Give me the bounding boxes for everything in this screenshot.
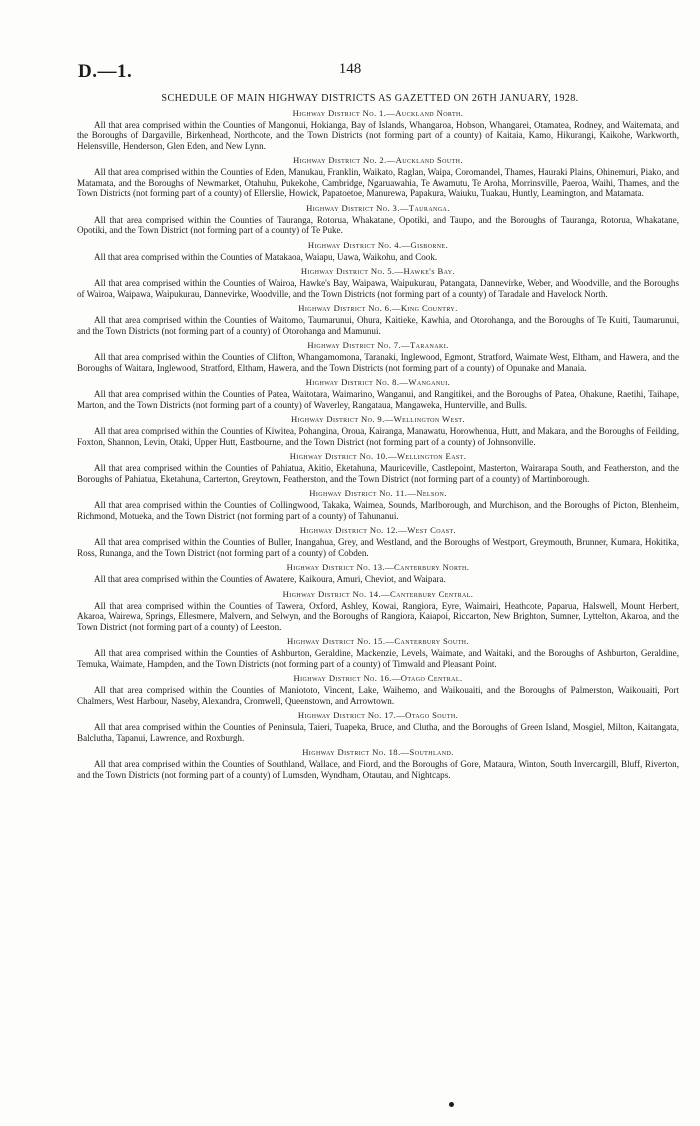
district-description: All that area comprised within the Counties of Eden, Manukau, Franklin, Waikato, Raglan, Waipa, Coromandel, Thames, Hauraki Plains, Ohinemuri, Piako, and Matamata, and the Boroughs of Newmarket, Otahuhu, Pukekohe, Cambridge, Ngaruawahia, Te Awamutu, Te Aroha, Morrinsville, Paeroa, Waihi, Thames, and the Town Districts (not forming part of a county) of Ellerslie, Howick, Papatoetoe, Manurewa, Papakura, Waiuku, Tuakau, Huntly, Leamington, and Matamata. <box>77 167 679 199</box>
district-description: All that area comprised within the Counties of Clifton, Whangamomona, Taranaki, Inglewood, Egmont, Stratford, Waimate West, Eltham, and Hawera, and the Boroughs of Waitara, Inglewood, Stratford, Eltham, Hawera, and the Town Districts (not forming part of a county) of Opunake and Manaia. <box>77 352 679 373</box>
district-section <box>77 108 679 151</box>
district-description: All that area comprised within the Counties of Southland, Wallace, and Fiord, and the Boroughs of Gore, Mataura, Winton, South Invercargill, Bluff, Riverton, and the Town Districts (not forming part of a county) of Lumsden, Wyndham, Otautau, and Nightcaps. <box>77 759 679 780</box>
district-heading: Highway District No. 15.—Canterbury South. <box>287 636 469 647</box>
district-description: All that area comprised within the Counties of Peninsula, Taieri, Tuapeka, Bruce, and Clutha, and the Boroughs of Green Island, Mosgiel, Milton, Kaitangata, Balclutha, Tapanui, Lawrence, and Roxburgh. <box>77 722 679 743</box>
district-heading: Highway District No. 9.—Wellington West. <box>291 414 465 425</box>
district-description: All that area comprised within the Counties of Awatere, Kaikoura, Amuri, Cheviot, and Waipara. <box>94 574 446 585</box>
district-section <box>77 562 679 584</box>
district-description: All that area comprised within the Counties of Patea, Waitotara, Waimarino, Wanganui, and Rangitikei, and the Boroughs of Patea, Ohakune, Raetihi, Taihape, Marton, and the Town Districts (not forming part of a county) of Waverley, Rangataua, Mangaweka, Hunterville, and Bulls. <box>77 389 679 410</box>
district-description: All that area comprised within the Counties of Mangonui, Hokianga, Bay of Islands, Whangaroa, Hobson, Whangarei, Otamatea, Rodney, and Waitemata, and the Boroughs of Dargaville, Birkenhead, Northcote, and the Town Districts (not forming part of a county) of Kaitaia, Kamo, Hikurangi, Kaikohe, Warkworth, Helensville, Henderson, Glen Eden, and New Lynn. <box>77 120 679 151</box>
district-heading: Highway District No. 13.—Canterbury North. <box>286 562 470 573</box>
district-section <box>77 303 679 336</box>
district-description: All that area comprised within the Counties of Matakaoa, Waiapu, Uawa, Waikohu, and Cook. <box>94 251 438 262</box>
district-heading: Highway District No. 10.—Wellington East. <box>289 451 467 462</box>
district-section <box>77 488 679 521</box>
district-description: All that area comprised within the Counties of Pahiatua, Akitio, Eketahuna, Mauriceville, Castlepoint, Masterton, Wairarapa South, and Featherston, and the Boroughs of Pahiatua, Eketahuna, Carterton, Greytown, Featherston, and the Town District (not forming part of a county) of Martinborough. <box>77 463 679 484</box>
district-heading: Highway District No. 17.—Otago South. <box>297 710 459 721</box>
district-heading: Highway District No. 3.—Tauranga. <box>306 202 450 213</box>
district-heading: Highway District No. 2.—Auckland South. <box>293 155 463 166</box>
page-reference: D.—1. <box>78 61 133 82</box>
district-heading: Highway District No. 4.—Gisborne. <box>307 239 449 250</box>
district-section <box>77 636 679 669</box>
district-heading: Highway District No. 12.—West Coast. <box>299 525 457 536</box>
district-section <box>77 377 679 410</box>
highway-district-list <box>77 108 679 784</box>
district-description: All that area comprised within the Counties of Kiwitea, Pohangina, Oroua, Kairanga, Manawatu, Horowhenua, Hutt, and Makara, and the Boroughs of Feilding, Foxton, Shannon, Levin, Otaki, Upper Hutt, Eastbourne, and the Town District (not forming part of a county) of Johnsonville. <box>77 426 679 447</box>
district-heading: Highway District No. 14.—Canterbury Central. <box>282 589 474 599</box>
district-section <box>77 589 679 632</box>
district-description: All that area comprised within the Counties of Tauranga, Rotorua, Whakatane, Opotiki, and Taupo, and the Boroughs of Tauranga, Rotorua, Whakatane, Opotiki, and the Town District (not forming part of a county) of Te Puke. <box>77 214 679 236</box>
district-description: All that area comprised within the Counties of Tawera, Oxford, Ashley, Kowai, Rangiora, Eyre, Waimairi, Heathcote, Paparua, Halswell, Mount Herbert, Akaroa, Wairewa, Springs, Ellesmere, Malvern, and Selwyn, and the Boroughs of Rangiora, Kaiapoi, Riccarton, New Brighton, Sumner, Lyttelton, Akaroa, and the Town District (not forming part of a county) of Leeston. <box>77 601 679 632</box>
district-heading: Highway District No. 7.—Taranaki. <box>307 340 449 351</box>
district-heading: Highway District No. 6.—King Country. <box>298 303 458 314</box>
district-description: All that area comprised within the Counties of Wairoa, Hawke's Bay, Waipawa, Waipukurau, Patangata, Dannevirke, Weber, and Woodville, and the Boroughs of Wairoa, Waipawa, Waipukurau, Dannevirke, Woodville, and the Town Districts (not forming part of a county) of Taradale and Havelock North. <box>77 278 679 299</box>
district-description: All that area comprised within the Counties of Collingwood, Takaka, Waimea, Sounds, Marlborough, and Murchison, and the Boroughs of Picton, Blenheim, Richmond, Motueka, and the Town District (not forming part of a county) of Tahunanui. <box>77 500 679 521</box>
district-section <box>77 203 679 236</box>
district-section <box>77 525 679 558</box>
district-section <box>77 155 679 198</box>
district-section <box>77 747 679 780</box>
district-heading: Highway District No. 18.—Southland. <box>302 747 454 758</box>
district-section <box>77 414 679 447</box>
district-section <box>77 673 679 706</box>
district-section <box>77 240 679 262</box>
district-heading: Highway District No. 5.—Hawke's Bay. <box>300 266 456 277</box>
district-heading: Highway District No. 11.—Nelson. <box>309 488 447 499</box>
page-number: 148 <box>338 61 362 77</box>
district-description: All that area comprised within the Counties of Waitomo, Taumarunui, Ohura, Kaitieke, Kawhia, and Otorohanga, and the Boroughs of Te Kuiti, Taumarunui, and the Town Districts (not forming part of a county) of Otorohanga and Mamunui. <box>77 315 679 336</box>
district-heading: Highway District No. 16.—Otago Central. <box>293 673 463 684</box>
district-section <box>77 451 679 484</box>
district-heading: Highway District No. 1.—Auckland North. <box>292 108 464 118</box>
district-description: All that area comprised within the Counties of Buller, Inangahua, Grey, and Westland, and the Boroughs of Westport, Greymouth, Brunner, Kumara, Hokitika, Ross, Runanga, and the Town District (not forming part of a county) of Cobden. <box>77 537 679 558</box>
district-section <box>77 266 679 299</box>
page-mark-dot <box>449 1102 454 1107</box>
district-section <box>77 710 679 743</box>
district-heading: Highway District No. 8.—Wanganui. <box>305 377 451 388</box>
district-description: All that area comprised within the Counties of Ashburton, Geraldine, Mackenzie, Levels, Waimate, and Waitaki, and the Boroughs of Ashburton, Geraldine, Temuka, Waimate, Hampden, and the Town Districts (not forming part of a county) of Timwald and Pleasant Point. <box>77 648 679 669</box>
district-description: All that area comprised within the Counties of Maniototo, Vincent, Lake, Waihemo, and Waikouaiti, and the Boroughs of Palmerston, Waikouaiti, Port Chalmers, West Harbour, Naseby, Alexandra, Cromwell, Queenstown, and Arrowtown. <box>77 685 679 706</box>
schedule-title: SCHEDULE OF MAIN HIGHWAY DISTRICTS AS GAZETTED ON 26TH JANUARY, 1928. <box>161 93 579 104</box>
district-section <box>77 340 679 373</box>
